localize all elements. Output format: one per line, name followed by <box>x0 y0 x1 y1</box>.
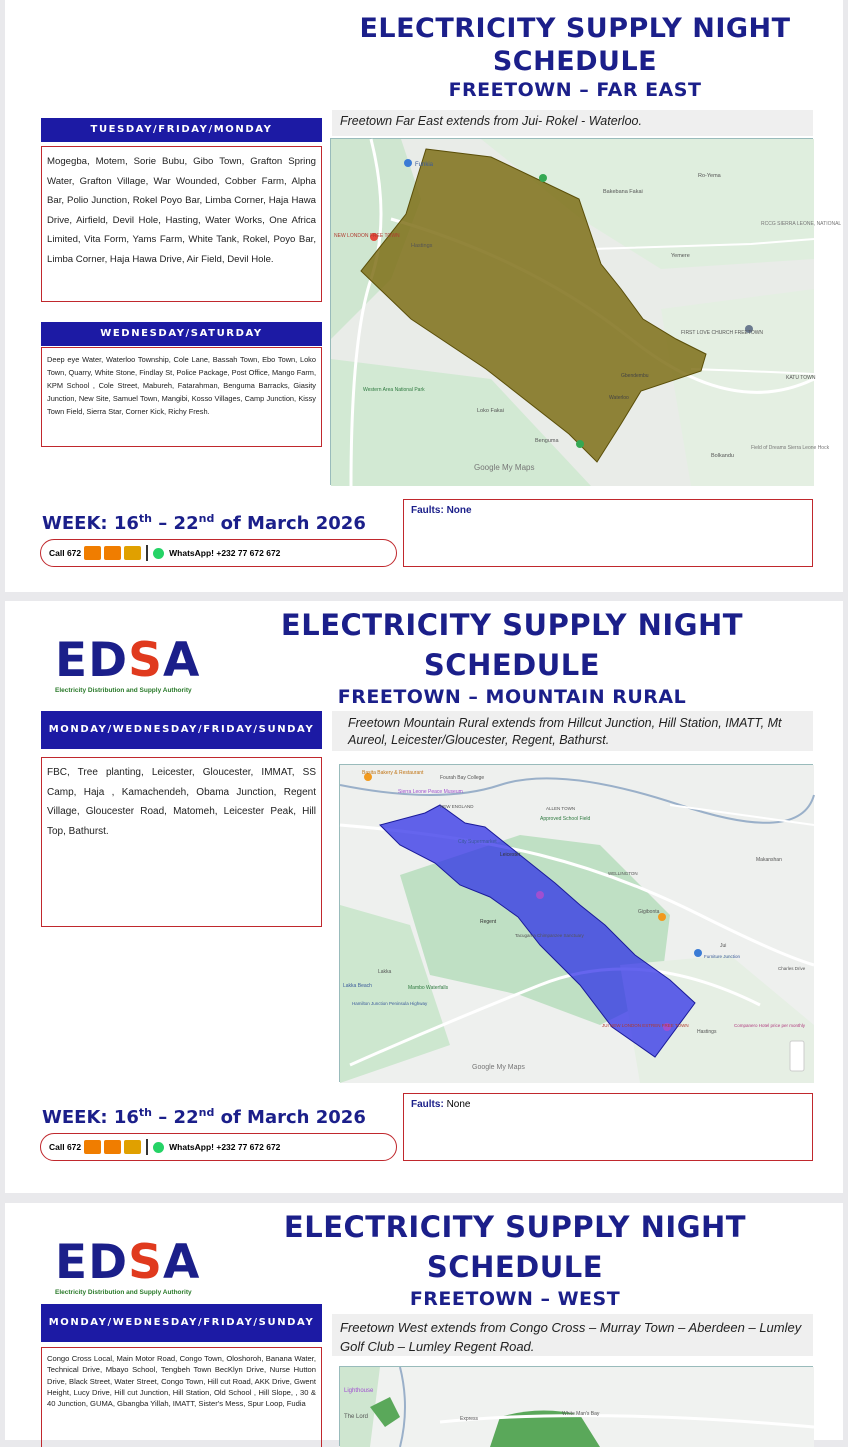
map-label: Makanshan <box>756 857 782 863</box>
map-label: Lighthouse <box>344 1388 374 1394</box>
map-label: Regent <box>480 919 497 925</box>
logo-wordmark: EDSA <box>55 633 201 688</box>
schedule-page-far-east <box>5 0 843 592</box>
map-label: White Man's Bay <box>562 1411 600 1417</box>
map-label: ALLEN TOWN <box>546 806 576 811</box>
title-line-1: ELECTRICITY SUPPLY NIGHT <box>283 1210 747 1244</box>
page-title <box>252 605 772 709</box>
week-range: WEEK: 16th – 22nd of March 2026 <box>42 1106 366 1128</box>
contact-bar[interactable] <box>40 1133 397 1161</box>
logo-tagline: Electricity Distribution and Supply Authority <box>55 1289 192 1296</box>
map-label: Field of Dreams Sierra Leone Hock <box>751 445 830 451</box>
logo-tagline: Electricity Distribution and Supply Authority <box>55 687 192 694</box>
edsa-logo <box>55 1235 201 1296</box>
map-label: Leicester <box>500 852 521 858</box>
map-label: Express <box>460 1416 479 1422</box>
title-line-2: SCHEDULE <box>423 648 601 682</box>
map-label: FIRST LOVE CHURCH FREETOWN <box>681 330 764 336</box>
area-list: Mogegba, Motem, Sorie Bubu, Gibo Town, Grafton Spring Water, Grafton Village, War Wounded, Cobber Farm, Alpha Bar, Polio Junction, Rokel Poyo Bar, Limba Corner, Haja Hawa Drive, Airfield, Devil Hole, Hasting, Water Works, One Africa Limited, Vita Form, Yams Farm, White Tank, Rokel, Poyo Bar, Limba Corner, Haja Hawa Drive, Air Field, Devil Hole. <box>41 146 322 302</box>
days-header: MONDAY/WEDNESDAY/FRIDAY/SUNDAY <box>41 1304 322 1342</box>
qcell-logo-icon <box>124 1140 141 1154</box>
schedule-page-mountain-rural <box>5 601 843 1193</box>
map-label: Fourah Bay College <box>440 775 485 781</box>
whatsapp-number[interactable]: WhatsApp! +232 77 672 672 <box>169 1142 281 1152</box>
area-map[interactable] <box>339 1366 813 1446</box>
area-list: FBC, Tree planting, Leicester, Gloucester, IMMAT, SS Camp, Haja , Kamachendeh, Obama Junction, Regent Village, Gloucester Road, Matomeh, Leicester Peak, Hill Top, Bathurst. <box>41 757 322 927</box>
map-label: KATU TOWN <box>786 375 816 381</box>
map-label: NEW LONDON FREE TOWN <box>334 233 400 239</box>
map-label: Lakka Beach <box>343 983 372 989</box>
map-label: Yemere <box>671 253 690 259</box>
area-map[interactable] <box>330 138 842 485</box>
orange-logo-icon <box>84 546 101 560</box>
map-label: Furniture Junction <box>704 954 741 959</box>
map-label: Companero Hotel price per monthly <box>734 1023 806 1028</box>
days-header: WEDNESDAY/SATURDAY <box>41 322 322 346</box>
map-label: Benguma <box>535 438 559 444</box>
area-list: Deep eye Water, Waterloo Township, Cole Lane, Bassah Town, Ebo Town, Loko Town, Quarry, White Stone, Findlay St, Police Package, Post Office, Mango Farm, KPM School , Cole Street, Mabureh, Fatarahman, Benguma Barracks, Giasity Junction, New Site, Samuel Town, Mangibi, Kosso Villages, Camp Junction, Kissy Town Field, Sierra Star, Corner Kick, Richy Fresh. <box>41 347 322 447</box>
map-label: Hastings <box>697 1029 717 1035</box>
africell-logo-icon <box>104 1140 121 1154</box>
map-label: Jui <box>720 943 727 949</box>
extent-description: Freetown Far East extends from Jui- Rokel - Waterloo. <box>332 110 813 136</box>
map-label: RCCG SIERRA LEONE, NATIONAL <box>761 221 842 227</box>
week-range: WEEK: 16th – 22nd of March 2026 <box>42 512 366 534</box>
schedule-page-west <box>5 1203 843 1440</box>
map-label: Western Area National Park <box>363 387 425 393</box>
call-number[interactable]: Call 672 <box>49 548 82 558</box>
page-title <box>335 12 815 102</box>
area-list: Congo Cross Local, Main Motor Road, Congo Town, Oloshoroh, Banana Water, Technical Drive, Mbayo School, Tengbeh Town BecKlyn Drive, Nurse Hutton Drive, Black Street, Water Street, Congo Town, Hill cut Road, AKK Drive, Gwent Height, Lucy Drive, Hill cut Junction, Hill Station, Old School , Hill Slope, , 30 & 40 Junction, GUMA, Gbangba Yillah, IMATT, Sister's Mess, Spur Loop, Fudia <box>41 1347 322 1447</box>
map-label: Basita Bakery & Restaurant <box>362 770 424 776</box>
page-title <box>255 1207 775 1311</box>
map-label: Charles Drive <box>778 966 806 971</box>
extent-description: Freetown West extends from Congo Cross – Murray Town – Aberdeen – Lumley Golf Club – Lumley Regent Road. <box>332 1314 813 1356</box>
map-label: Mambo Waterfalls <box>408 985 449 991</box>
faults-box <box>403 1093 813 1161</box>
whatsapp-number[interactable]: WhatsApp! +232 77 672 672 <box>169 548 281 558</box>
area-map[interactable] <box>339 764 813 1082</box>
map-label: Approved School Field <box>540 816 591 822</box>
title-line-1: ELECTRICITY SUPPLY NIGHT <box>359 13 791 44</box>
map-label: Hamilton Junction Peninsula Highway <box>352 1001 428 1006</box>
whatsapp-icon <box>153 548 164 559</box>
map-label: Funkia <box>415 162 434 168</box>
faults-value: None <box>446 505 472 516</box>
title-line-2: SCHEDULE <box>492 46 658 77</box>
faults-label: Faults: <box>411 505 444 516</box>
map-label: Bolkandu <box>711 453 734 459</box>
extent-description: Freetown Mountain Rural extends from Hillcut Junction, Hill Station, IMATT, Mt Aureol, Leicester/Gloucester, Regent, Bathurst. <box>332 711 813 751</box>
region-subtitle: FREETOWN – MOUNTAIN RURAL <box>337 686 687 708</box>
edsa-logo <box>55 633 201 694</box>
map-label: Gbendembu <box>621 373 649 379</box>
map-label: Ro-Yema <box>698 173 721 179</box>
map-label: JUI NEW LONDON ESTREN FREE TOWN <box>602 1023 689 1028</box>
faults-value: None <box>446 1099 471 1110</box>
map-label: Tacugama Chimpanzee Sanctuary <box>515 933 584 938</box>
call-number[interactable]: Call 672 <box>49 1142 82 1152</box>
africell-logo-icon <box>104 546 121 560</box>
faults-label: Faults: <box>411 1099 444 1110</box>
map-label: The Lord <box>344 1414 369 1420</box>
days-header: MONDAY/WEDNESDAY/FRIDAY/SUNDAY <box>41 711 322 749</box>
map-label: Bakebana Fakai <box>603 189 643 195</box>
map-label: Hastings <box>411 243 433 249</box>
faults-box <box>403 499 813 567</box>
map-label: Waterloo <box>609 395 629 401</box>
days-header: TUESDAY/FRIDAY/MONDAY <box>41 118 322 142</box>
map-label: NEW ENGLAND <box>440 804 474 809</box>
zoom-control[interactable] <box>790 1041 804 1071</box>
map-label: City Supermarket <box>458 839 497 845</box>
contact-bar[interactable] <box>40 539 397 567</box>
region-subtitle: FREETOWN – WEST <box>409 1288 621 1310</box>
map-watermark: Google My Maps <box>474 463 535 472</box>
map-label: WELLINGTON <box>608 871 638 876</box>
map-watermark: Google My Maps <box>472 1064 525 1071</box>
map-label: Lakka <box>378 969 392 975</box>
orange-logo-icon <box>84 1140 101 1154</box>
whatsapp-icon <box>153 1142 164 1153</box>
map-label: Gigibonta <box>638 909 660 915</box>
title-line-1: ELECTRICITY SUPPLY NIGHT <box>280 608 744 642</box>
map-label: Sierra Leone Peace Museum <box>398 789 463 795</box>
map-label: Loko Fakai <box>477 408 504 414</box>
region-subtitle: FREETOWN – FAR EAST <box>448 79 702 101</box>
qcell-logo-icon <box>124 546 141 560</box>
logo-wordmark: EDSA <box>55 1235 201 1290</box>
divider <box>146 1139 148 1155</box>
divider <box>146 545 148 561</box>
title-line-2: SCHEDULE <box>426 1250 604 1284</box>
